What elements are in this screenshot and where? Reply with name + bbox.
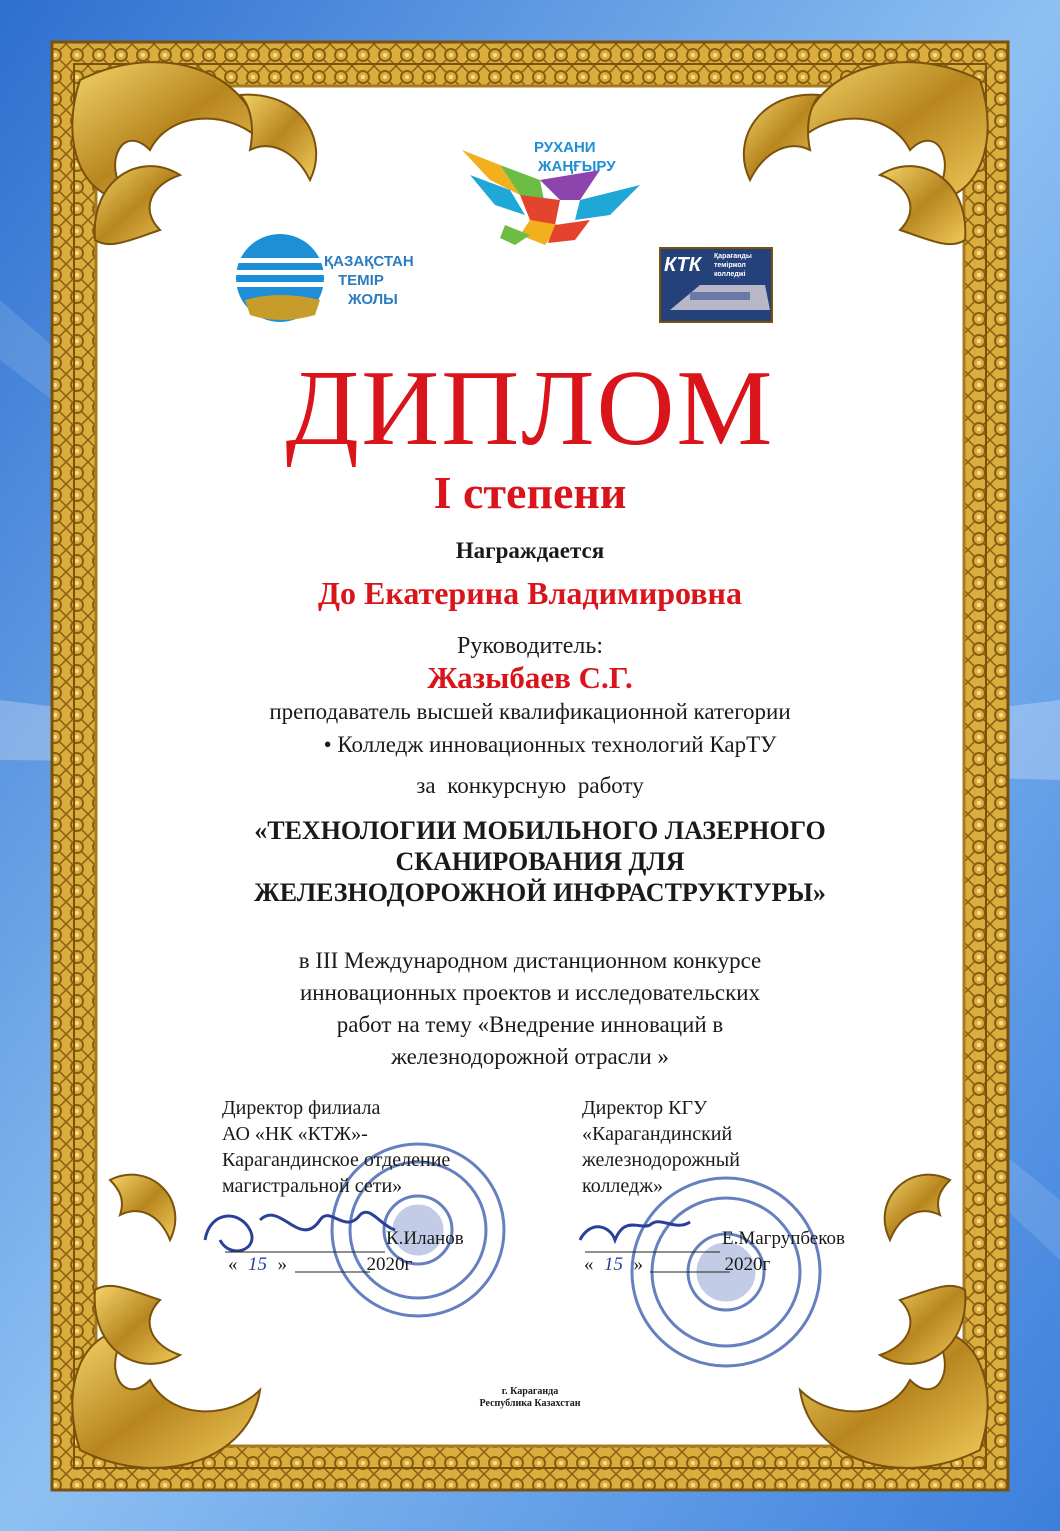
ruhani-line1: РУХАНИ [534, 139, 596, 156]
leader-name: Жазыбаев С.Г. [427, 660, 633, 695]
signatory-right-date: « 15 » 2020г [584, 1254, 771, 1275]
leader-position: преподаватель высшей квалификационной категории [269, 699, 791, 724]
awarded-label: Награждается [455, 538, 605, 563]
contest-description [200, 945, 860, 1073]
diploma-title: ДИПЛОМ [285, 349, 775, 468]
signatory-left-date: « 15 » 2020г [228, 1254, 413, 1275]
signatory-left [222, 1095, 522, 1199]
contest-line: работ на тему «Внедрение инноваций в [336, 1012, 724, 1037]
signatory-right-name: Е.Магрупбеков [722, 1228, 845, 1249]
signatory-left-title-line: магистральной сети» [222, 1175, 403, 1197]
for-work-label: за конкурсную работу [416, 773, 644, 798]
ktk-line2: теміржол [714, 262, 746, 269]
signatory-right-title-line: железнодорожный [582, 1149, 740, 1171]
issue-city: г. Караганда [501, 1386, 559, 1397]
ktz-line2: ТЕМІР [338, 272, 384, 289]
recipient-name: До Екатерина Владимировна [318, 575, 742, 611]
diploma-degree: I степени [433, 467, 627, 518]
college-name: • Колледж инновационных технологий КарТУ [323, 732, 777, 757]
signatory-right [582, 1095, 832, 1199]
signatory-left-day: 15 [248, 1254, 267, 1275]
signatory-right-title-line: колледж» [582, 1175, 664, 1197]
work-title [190, 815, 890, 908]
ktk-line1: Қарағанды [714, 253, 752, 260]
signatory-right-title-line: «Карагандинский [582, 1123, 733, 1145]
ktz-line1: ҚАЗАҚСТАН [324, 253, 414, 270]
signatory-left-title-line: АО «НК «КТЖ»- [222, 1123, 368, 1145]
ruhani-line2: ЖАҢҒЫРУ [538, 158, 616, 175]
issue-country: Республика Казахстан [479, 1398, 581, 1409]
ktk-line3: колледжі [714, 271, 746, 278]
ktk-badge-label: КТК [664, 254, 702, 276]
signatory-left-name: К.Иланов [386, 1228, 464, 1249]
ktz-line3: ЖОЛЫ [348, 291, 398, 308]
contest-line: железнодорожной отрасли » [391, 1044, 669, 1069]
work-title-line: СКАНИРОВАНИЯ ДЛЯ [395, 847, 685, 876]
signatory-right-year: 2020г [724, 1254, 771, 1275]
ktz-logo-text [324, 252, 414, 309]
signatory-right-title-line: Директор КГУ [582, 1097, 708, 1119]
leader-label: Руководитель: [456, 633, 604, 659]
ruhani-logo-text [534, 138, 616, 176]
ktk-logo-text [714, 252, 752, 279]
signatory-left-year: 2020г [366, 1254, 413, 1275]
signatory-left-title-line: Директор филиала [222, 1097, 381, 1119]
signatory-left-title-line: Карагандинское отделение [222, 1149, 451, 1171]
signatory-right-day: 15 [604, 1254, 623, 1275]
contest-line: в III Международном дистанционном конкурсе [298, 948, 762, 973]
issue-place [420, 1386, 640, 1410]
contest-line: инновационных проектов и исследовательских [299, 980, 761, 1005]
work-title-line: «ТЕХНОЛОГИИ МОБИЛЬНОГО ЛАЗЕРНОГО [254, 816, 826, 845]
work-title-line: ЖЕЛЕЗНОДОРОЖНОЙ ИНФРАСТРУКТУРЫ» [254, 878, 826, 907]
